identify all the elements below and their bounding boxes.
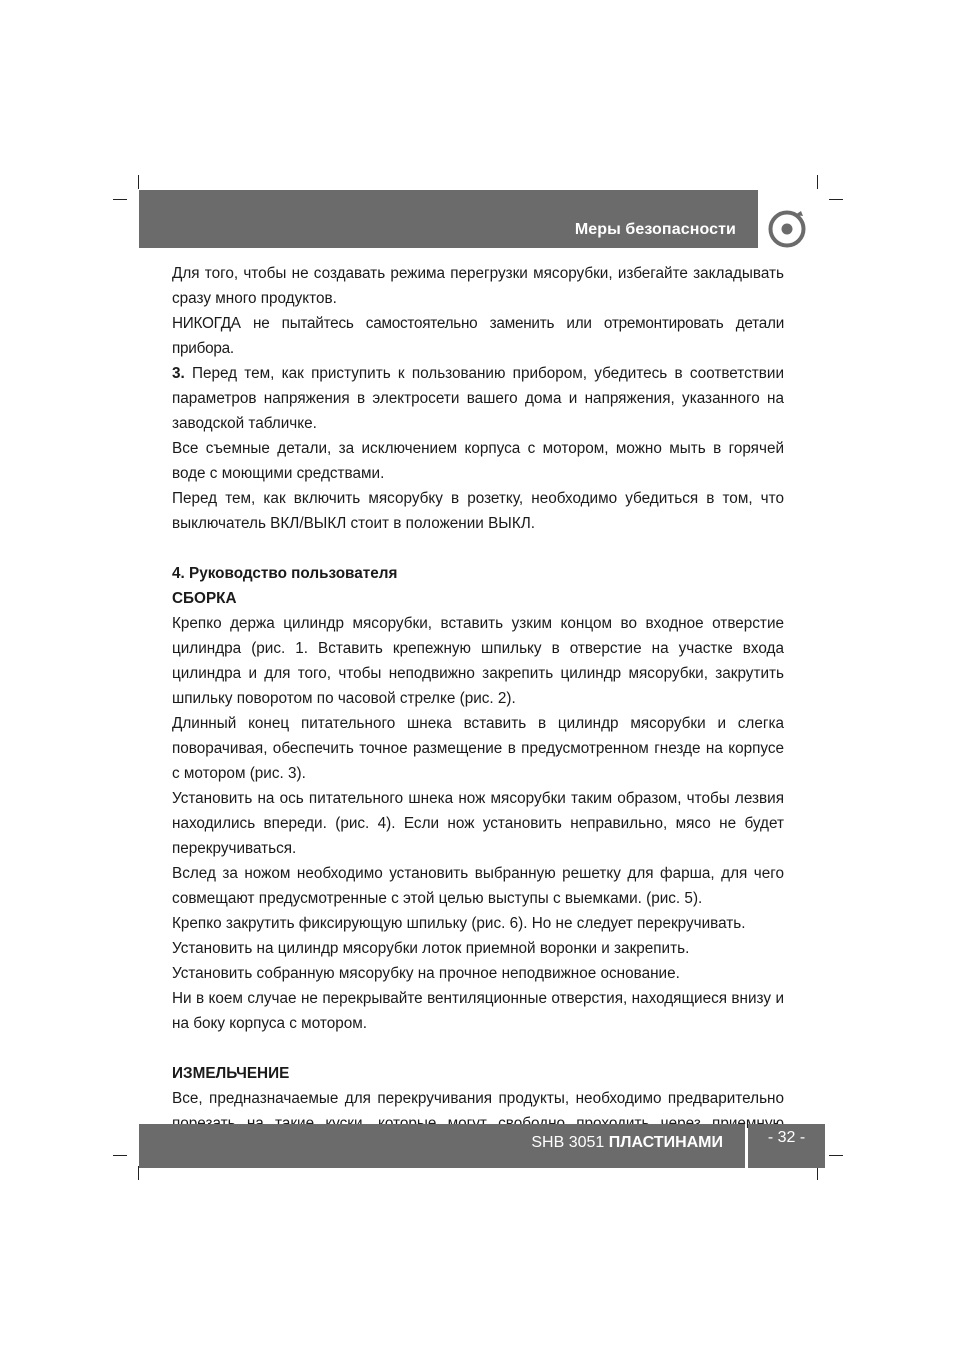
paragraph: Установить на цилиндр мясорубки лоток приемной воронки и закрепить. xyxy=(172,940,690,957)
paragraph: Ни в коем случае не перекрывайте вентиляционные отверстия, находящиеся внизу и на боку корпуса с мотором. xyxy=(172,990,784,1032)
crop-mark xyxy=(817,175,818,189)
model-code: SHB 3051 xyxy=(531,1134,605,1151)
paragraph-text: Перед тем, как приступить к пользованию прибором, убедитесь в соответствии параметров напряжения в электросети вашего дома и напряжения, указанного на заводской табличке. xyxy=(172,365,785,432)
crop-mark xyxy=(113,1155,127,1156)
paragraph: Крепко держа цилиндр мясорубки, вставить узким концом во входное отверстие цилиндра (рис. 1. Вставить крепежную шпильку в отверстие на участке входа цилиндра и для того, чтобы неподвижно закрепить цилиндр мясорубки, закрутить шпильку поворотом по часовой стрелке (рис. 2). xyxy=(172,615,784,707)
footer-bar xyxy=(139,1124,745,1168)
crop-mark xyxy=(829,1155,843,1156)
section-heading: 4. Руководство пользователя xyxy=(172,565,398,582)
crop-mark xyxy=(113,199,127,200)
section-title: Меры безопасности xyxy=(574,221,736,238)
paragraph: Установить собранную мясорубку на прочное неподвижное основание. xyxy=(172,965,680,982)
paragraph: Установить на ось питательного шнека нож мясорубки таким образом, чтобы лезвия находились впереди. (рис. 4). Если нож установить неправильно, мясо не будет перекручиваться. xyxy=(172,790,784,857)
page-number-box xyxy=(748,1124,825,1168)
page-content xyxy=(172,261,784,1161)
item-number: 3. xyxy=(172,365,185,382)
model-variant: ПЛАСТИНАМИ xyxy=(608,1134,723,1151)
numbered-paragraph xyxy=(172,361,784,436)
footer-model xyxy=(531,1134,723,1152)
crop-mark xyxy=(817,1166,818,1180)
paragraph: Все съемные детали, за исключением корпуса с мотором, можно мыть в горячей воде с моющими средствами. xyxy=(172,440,784,482)
subsection-heading: ИЗМЕЛЬЧЕНИЕ xyxy=(172,1065,290,1082)
brand-logo-icon xyxy=(768,210,806,248)
paragraph: Для того, чтобы не создавать режима перегрузки мясорубки, избегайте закладывать сразу много продуктов. xyxy=(172,265,784,307)
paragraph: Вслед за ножом необходимо установить выбранную решетку для фарша, для чего совмещают предусмотренные с этой целью выступы с выемками. (рис. 5). xyxy=(172,865,784,907)
crop-mark xyxy=(138,1166,139,1180)
paragraph: Все, предназначаемые для перекручивания продукты, необходимо предварительно xyxy=(172,1090,784,1107)
crop-mark xyxy=(138,175,139,189)
subsection-heading: СБОРКА xyxy=(172,590,237,607)
crop-mark xyxy=(829,199,843,200)
paragraph: Крепко закрутить фиксирующую шпильку (рис. 6). Но не следует перекручивать. xyxy=(172,915,746,932)
paragraph: Длинный конец питательного шнека вставить в цилиндр мясорубки и слегка поворачивая, обеспечить точное размещение в предусмотренном гнезде на корпусе с мотором (рис. 3). xyxy=(172,715,784,782)
page-number: - 32 - xyxy=(767,1129,806,1146)
section-header-bar xyxy=(139,190,758,248)
paragraph: НИКОГДА не пытайтесь самостоятельно заменить или отремонтировать детали прибора. xyxy=(172,315,784,357)
paragraph: Перед тем, как включить мясорубку в розетку, необходимо убедиться в том, что выключатель ВКЛ/ВЫКЛ стоит в положении ВЫКЛ. xyxy=(172,490,784,532)
